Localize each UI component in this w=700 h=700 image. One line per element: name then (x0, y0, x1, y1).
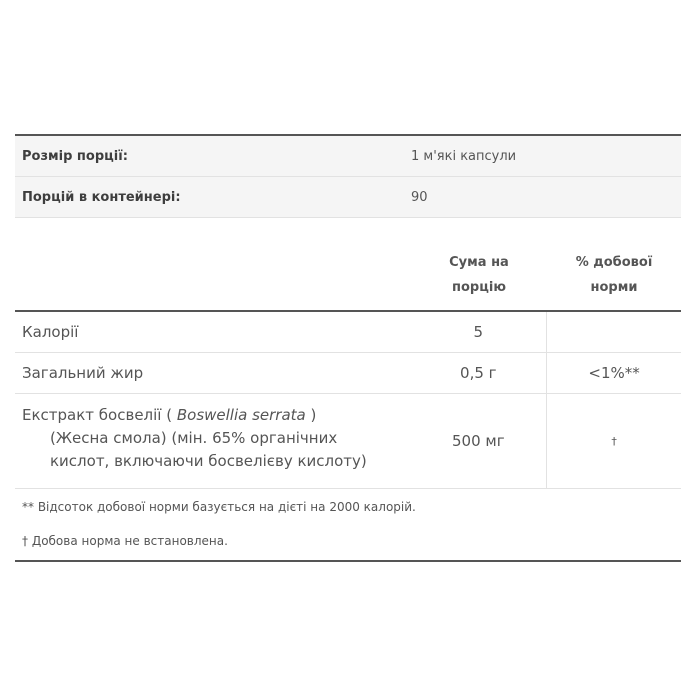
serving-size-label: Розмір порції: (22, 148, 128, 164)
serving-size-row (15, 136, 681, 177)
servings-per-container-row (15, 177, 681, 218)
footnote-not-established: † Добова норма не встановлена. (15, 525, 681, 562)
boswellia-name-line3: кислот, включаючи босвелієву кислоту) (50, 452, 367, 470)
nutrient-name-boswellia (15, 394, 410, 488)
amount-per-serving-header (411, 246, 547, 310)
nutrient-row-boswellia (15, 394, 681, 489)
boswellia-latin-name: Boswellia serrata (176, 406, 306, 424)
nutrient-row-calories (15, 312, 681, 353)
supplement-facts-table (15, 134, 681, 562)
nutrient-daily-value: † (546, 394, 681, 488)
daily-value-header (547, 246, 681, 310)
nutrient-row-total-fat (15, 353, 681, 394)
serving-size-value: 1 м'які капсули (411, 148, 517, 164)
boswellia-name-suffix: ) (305, 406, 317, 424)
nutrient-amount: 5 (473, 323, 484, 341)
nutrient-daily-value: <1%** (546, 353, 681, 393)
nutrient-name: Загальний жир (22, 364, 144, 382)
nutrient-amount: 0,5 г (460, 364, 497, 382)
boswellia-name-prefix: Екстракт босвелії ( (22, 406, 177, 424)
nutrient-daily-value (546, 312, 681, 352)
dv-header-line1: % добової (575, 255, 653, 270)
amount-header-line2: порцію (452, 280, 506, 295)
nutrient-amount: 500 мг (452, 432, 505, 450)
section-spacer (15, 217, 681, 246)
boswellia-name-line1 (22, 406, 316, 424)
footnote-daily-value: ** Відсоток добової норми базується на дієті на 2000 калорій. (22, 500, 416, 514)
servings-per-container-label: Порцій в контейнері: (22, 189, 181, 205)
amount-header-line1: Сума на (449, 255, 509, 270)
servings-per-container-value: 90 (411, 189, 428, 205)
dv-header-line2: норми (590, 280, 638, 295)
header-empty-cell (15, 246, 411, 310)
column-header-row (15, 246, 681, 312)
boswellia-name-line2: (Жесна смола) (мін. 65% органічних (50, 429, 338, 447)
nutrient-name: Калорії (22, 323, 79, 341)
